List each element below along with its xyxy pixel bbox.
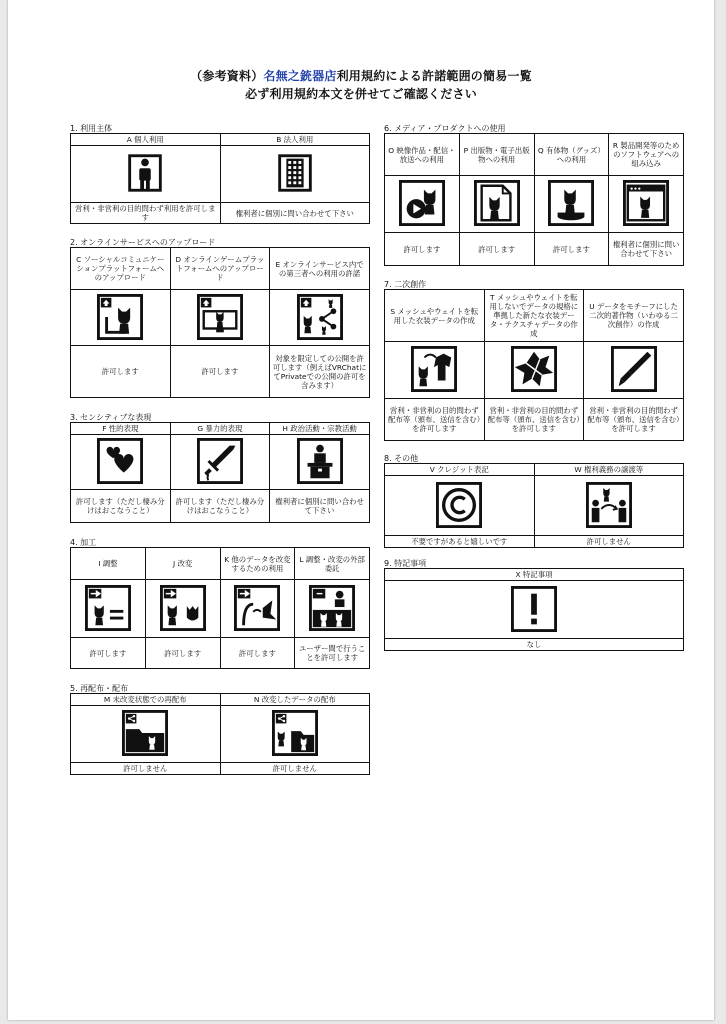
modified-distribute-icon bbox=[272, 710, 318, 756]
s5-permission-text: 許可しません bbox=[71, 763, 221, 775]
s1-icon-cell bbox=[220, 146, 370, 203]
person-icon bbox=[122, 150, 168, 196]
document-subtitle: 必ず利用規約本文を併せてご確認ください bbox=[245, 87, 477, 101]
s6-item-heading: P 出版物・電子出版物への利用 bbox=[459, 134, 534, 176]
section-5-label: 5. 再配布・配布 bbox=[70, 684, 129, 693]
redistribute-folder-icon bbox=[122, 710, 168, 756]
section-2-label: 2. オンラインサービスへのアップロード bbox=[70, 238, 216, 247]
section-4-table bbox=[70, 547, 370, 669]
office-building-icon bbox=[272, 150, 318, 196]
s2-permission-text: 対象を限定しての公開を許可します（例えばVRChatにてPrivateでの公開の許可を含みます） bbox=[270, 346, 370, 398]
s4-item-heading: J 改変 bbox=[145, 548, 220, 580]
game-upload-icon bbox=[197, 294, 243, 340]
document-title: （参考資料）名無之銃器店利用規約による許諾範囲の簡易一覧 bbox=[190, 69, 532, 83]
s3-icon-cell bbox=[71, 435, 171, 490]
s7-icon-cell bbox=[584, 342, 684, 399]
section-2-table bbox=[70, 247, 370, 398]
s2-icon-cell bbox=[270, 290, 370, 346]
s5-icon-cell bbox=[71, 706, 221, 763]
section-7-label: 7. 二次創作 bbox=[384, 280, 427, 289]
s1-permission-text: 営利・非営利の目的問わず利用を許可します bbox=[71, 203, 221, 224]
figure-goods-icon bbox=[548, 180, 594, 226]
section-7-table bbox=[384, 289, 684, 441]
s4-icon-cell bbox=[220, 580, 295, 638]
s6-item-heading: Q 有体物（グッズ）への利用 bbox=[534, 134, 609, 176]
section-8-label: 8. その他 bbox=[384, 454, 419, 463]
s7-permission-text: 営利・非営利の目的問わず配布等（頒布、送信を含む）を許可します bbox=[385, 399, 485, 441]
section-4-label: 4. 加工 bbox=[70, 538, 97, 547]
share-third-party-icon bbox=[297, 294, 343, 340]
s3-item-heading: H 政治活動・宗教活動 bbox=[270, 423, 370, 435]
s1-item-heading: A 個人利用 bbox=[71, 134, 221, 146]
texture-create-icon bbox=[511, 346, 557, 392]
document-page bbox=[8, 0, 714, 1020]
s3-item-heading: G 暴力的表現 bbox=[170, 423, 270, 435]
video-play-icon bbox=[399, 180, 445, 226]
s4-permission-text: 許可します bbox=[220, 638, 295, 669]
s6-permission-text: 許可します bbox=[459, 233, 534, 266]
s8-item-heading: V クレジット表記 bbox=[385, 464, 535, 476]
pen-nib-icon bbox=[611, 346, 657, 392]
s8-item-heading: W 権利義務の譲渡等 bbox=[534, 464, 684, 476]
s2-icon-cell bbox=[71, 290, 171, 346]
s3-icon-cell bbox=[270, 435, 370, 490]
reuse-data-icon bbox=[234, 585, 280, 631]
s6-icon-cell bbox=[609, 176, 684, 233]
s2-item-heading: C ソーシャルコミュニケーションプラットフォームへのアップロード bbox=[71, 248, 171, 290]
software-window-icon bbox=[623, 180, 669, 226]
section-1-label: 1. 利用主体 bbox=[70, 124, 113, 133]
section-8-table bbox=[384, 463, 684, 548]
s7-icon-cell bbox=[385, 342, 485, 399]
copyright-icon bbox=[436, 482, 482, 528]
s6-item-heading: O 映像作品・配信・放送への利用 bbox=[385, 134, 460, 176]
rights-transfer-icon bbox=[586, 482, 632, 528]
s4-icon-cell bbox=[145, 580, 220, 638]
podium-icon bbox=[297, 438, 343, 484]
s5-item-heading: N 改変したデータの配布 bbox=[220, 694, 370, 706]
s4-permission-text: 許可します bbox=[71, 638, 146, 669]
s6-permission-text: 権利者に個別に問い合わせて下さい bbox=[609, 233, 684, 266]
s7-permission-text: 営利・非営利の目的問わず配布等（頒布、送信を含む）を許可します bbox=[584, 399, 684, 441]
section-9-label: 9. 特記事項 bbox=[384, 559, 427, 568]
adjust-icon bbox=[85, 585, 131, 631]
s8-icon-cell bbox=[385, 476, 535, 536]
document-icon bbox=[474, 180, 520, 226]
s9-permission-text: なし bbox=[385, 639, 684, 651]
s6-icon-cell bbox=[534, 176, 609, 233]
exclamation-icon bbox=[511, 586, 557, 632]
s6-icon-cell bbox=[459, 176, 534, 233]
s2-icon-cell bbox=[170, 290, 270, 346]
s8-permission-text: 許可しません bbox=[534, 536, 684, 548]
s3-icon-cell bbox=[170, 435, 270, 490]
s8-permission-text: 不要ですがあると嬉しいです bbox=[385, 536, 535, 548]
shop-name: 名無之銃器店 bbox=[263, 69, 337, 83]
social-upload-icon bbox=[97, 294, 143, 340]
s8-icon-cell bbox=[534, 476, 684, 536]
s9-item-heading: X 特記事項 bbox=[385, 569, 684, 581]
section-6-table bbox=[384, 133, 684, 266]
s7-item-heading: S メッシュやウェイトを転用した衣装データの作成 bbox=[385, 290, 485, 342]
section-5-table bbox=[70, 693, 370, 775]
s3-item-heading: F 性的表現 bbox=[71, 423, 171, 435]
s1-permission-text: 権利者に個別に問い合わせて下さい bbox=[220, 203, 370, 224]
s6-icon-cell bbox=[385, 176, 460, 233]
dagger-icon bbox=[197, 438, 243, 484]
s1-icon-cell bbox=[71, 146, 221, 203]
section-3-table bbox=[70, 422, 370, 523]
s4-icon-cell bbox=[71, 580, 146, 638]
s7-item-heading: U データをモチーフにした二次的著作物（いわゆる二次創作）の作成 bbox=[584, 290, 684, 342]
s3-permission-text: 権利者に個別に問い合わせて下さい bbox=[270, 490, 370, 523]
s4-item-heading: L 調整・改変の外部委託 bbox=[295, 548, 370, 580]
s1-item-heading: B 法人利用 bbox=[220, 134, 370, 146]
s7-icon-cell bbox=[484, 342, 584, 399]
section-1-table bbox=[70, 133, 370, 224]
s2-item-heading: E オンラインサービス内での第三者への利用の許諾 bbox=[270, 248, 370, 290]
s5-icon-cell bbox=[220, 706, 370, 763]
s2-permission-text: 許可します bbox=[170, 346, 270, 398]
section-3-label: 3. センシティブな表現 bbox=[70, 413, 152, 422]
s4-icon-cell bbox=[295, 580, 370, 638]
s2-permission-text: 許可します bbox=[71, 346, 171, 398]
s6-item-heading: R 製品開発等のためのソフトウェアへの組み込み bbox=[609, 134, 684, 176]
section-9-table bbox=[384, 568, 684, 651]
s3-permission-text: 許可します（ただし棲み分けはおこなうこと） bbox=[170, 490, 270, 523]
s6-permission-text: 許可します bbox=[534, 233, 609, 266]
outsource-icon bbox=[309, 585, 355, 631]
s4-permission-text: ユーザー間で行うことを許可します bbox=[295, 638, 370, 669]
s4-permission-text: 許可します bbox=[145, 638, 220, 669]
s3-permission-text: 許可します（ただし棲み分けはおこなうこと） bbox=[71, 490, 171, 523]
s6-permission-text: 許可します bbox=[385, 233, 460, 266]
s9-icon-cell bbox=[385, 581, 684, 639]
s4-item-heading: I 調整 bbox=[71, 548, 146, 580]
s7-item-heading: T メッシュやウェイトを転用しないでデータの規格に準拠した新たな衣装データ・テクスチャデータの作成 bbox=[484, 290, 584, 342]
costume-convert-icon bbox=[411, 346, 457, 392]
s4-item-heading: K 他のデータを改変するための利用 bbox=[220, 548, 295, 580]
section-6-label: 6. メディア・プロダクトへの使用 bbox=[384, 124, 506, 133]
s5-permission-text: 許可しません bbox=[220, 763, 370, 775]
modify-icon bbox=[160, 585, 206, 631]
s5-item-heading: M 未改変状態での再配布 bbox=[71, 694, 221, 706]
s7-permission-text: 営利・非営利の目的問わず配布等（頒布、送信を含む）を許可します bbox=[484, 399, 584, 441]
hearts-icon bbox=[97, 438, 143, 484]
s2-item-heading: D オンラインゲームプラットフォームへのアップロード bbox=[170, 248, 270, 290]
